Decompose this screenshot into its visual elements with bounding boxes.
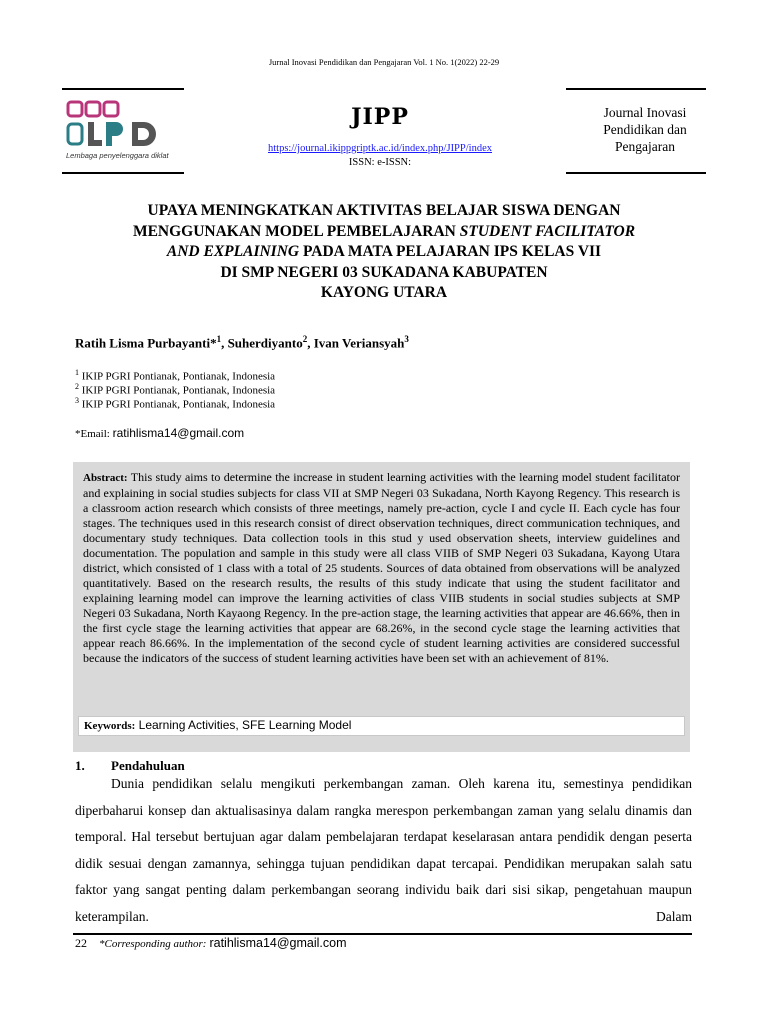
- affiliation-3-text: IKIP PGRI Pontianak, Pontianak, Indonesia: [79, 398, 276, 411]
- author-1: Ratih Lisma Purbayanti*: [75, 335, 217, 351]
- email-line: [75, 426, 244, 440]
- title-line-3-italic: AND EXPLAINING: [166, 243, 300, 260]
- title-line-4: DI SMP NEGERI 03 SUKADANA KABUPATEN: [220, 263, 548, 281]
- affiliation-3: [75, 394, 275, 412]
- author-list: [75, 334, 409, 351]
- abstract-label: Abstract:: [83, 472, 128, 484]
- logo-tagline: Lembaga penyelenggara diklat: [66, 151, 169, 160]
- running-head: Jurnal Inovasi Pendidikan dan Pengajaran Vol. 1 No. 1(2022) 22-29: [268, 57, 500, 67]
- author-3-sup: 3: [404, 334, 409, 344]
- title-line-5: KAYONG UTARA: [320, 284, 448, 301]
- title-line-3-part-b: PADA MATA PELAJARAN IPS KELAS VII: [299, 243, 602, 260]
- title-line-1: UPAYA MENINGKATKAN AKTIVITAS BELAJAR SISWA DENGAN: [147, 202, 621, 219]
- section-number: 1.: [75, 758, 85, 773]
- header-rule-right-bottom: [566, 172, 706, 174]
- title-line-3: [70, 242, 698, 263]
- footnote: [75, 936, 347, 951]
- affiliation-1-text: IKIP PGRI Pontianak, Pontianak, Indonesia: [79, 370, 276, 383]
- affiliation-1-sup: 1: [75, 368, 79, 377]
- corresponding-author-email[interactable]: ratihlisma14@gmail.com: [209, 936, 347, 950]
- author-2: , Suherdiyanto: [221, 335, 303, 351]
- intro-paragraph: [75, 771, 692, 930]
- keywords-label: Keywords:: [84, 720, 136, 732]
- abstract-text: This study aims to determine the increase in student learning activities with the learning model student facilitator and explaining in social studies subjects for class VII at SMP Negeri 03 Sukadana, North Kayong Regency. This research is a classroom action research which consists of three meetings, namely pre-action, cycle I and cycle II. Each cycle has four stages. The techniques used in this research consist of direct observation techniques, direct communication techniques, and documentary study techniques. Data collection tools in this stud y used observation sheets, interview guidelines and documentation. The population and sample in this study were all class VIIB of SMP Negeri 03 Sukadana, Kayong Utara district, which consisted of 1 class with a total of 25 students. Sources of data obtained from observations will be analyzed quantitatively. Based on the research results, the results of this study indicate that using the student facilitator and explaining learning model can improve the learning activities of class VIIB students in social studies subjects at SMP Negeri 03 Sukadana, North Kayaong Regency. In the pre-action stage, the learning activities that appear are 46.66%, then in the first cycle stage the learning activities that appear are 68.26%, in the second cycle stage the learning activities that appear reach 86.66%. In the implementation of the second cycle of student learning activities are considered successful because the indicators of the success of student learning activities have been set with an achievement of 81%.: [83, 470, 680, 665]
- intro-paragraph-text: Dunia pendidikan selalu mengikuti perkembangan zaman. Oleh karena itu, semestinya pendidikan diperbaharui konsep dan aktualisasinya dalam rangka merespon perkembangan zaman yang selalu dinamis dan temporal. Hal tersebut bertujuan agar dalam pembelajaran terdapat keselarasan antara pendidik dengan peserta didik sesuai dengan zamannya, sehingga tujuan pendidikan dapat tercapai. Pendidikan merupakan salah satu faktor yang sangat penting dalam perkembangan seorang individu baik dari sisi sikap, pengetahuan maupun keterampilan. Dalam: [75, 776, 692, 924]
- keywords-value: Learning Activities, SFE Learning Model: [135, 718, 352, 732]
- affiliation-2-text: IKIP PGRI Pontianak, Pontianak, Indonesia: [79, 384, 276, 397]
- header-rule-left: [62, 88, 184, 90]
- article-title: [70, 201, 698, 304]
- abstract: [83, 470, 680, 666]
- email-label: *Email:: [75, 428, 113, 440]
- journal-name: Journal Inovasi Pendidikan dan Pengajaran: [603, 105, 687, 154]
- header-rule-right: [566, 88, 706, 90]
- corresponding-author-label: *Corresponding author:: [99, 938, 207, 950]
- title-line-2-italic: STUDENT FACILITATOR: [459, 222, 636, 240]
- footnote-rule: [73, 933, 692, 935]
- header-rule-left-bottom: [62, 172, 184, 174]
- keywords: [84, 718, 351, 732]
- title-line-2: [70, 222, 698, 243]
- issn-line: ISSN: e-ISSN:: [348, 157, 412, 168]
- author-3: , Ivan Veriansyah: [307, 335, 405, 351]
- section-title: Pendahuluan: [111, 758, 185, 773]
- affiliation-2-sup: 2: [75, 382, 79, 391]
- page-number: 22: [75, 936, 87, 950]
- journal-url-link[interactable]: https://journal.ikippgriptk.ac.id/index.php/JIPP/index: [268, 143, 492, 154]
- journal-abbreviation: JIPP: [351, 104, 409, 130]
- author-2-sup: 2: [302, 334, 308, 344]
- email-address[interactable]: ratihlisma14@gmail.com: [112, 426, 245, 440]
- affiliation-3-sup: 3: [75, 396, 79, 405]
- author-1-sup: 1: [216, 334, 222, 344]
- title-line-2-part-a: MENGGUNAKAN MODEL PEMBELAJARAN: [132, 222, 460, 240]
